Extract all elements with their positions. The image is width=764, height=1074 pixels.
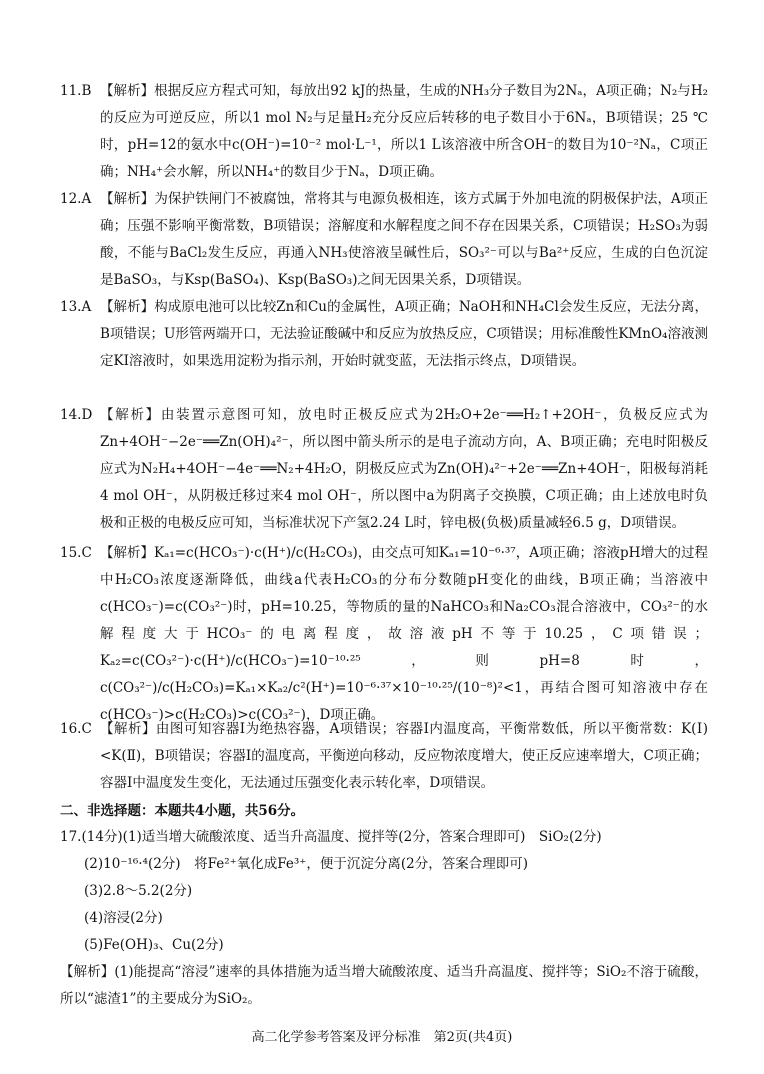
section-title: 二、非选择题：本题共4小题，共56分。 xyxy=(60,803,305,819)
answer-11 xyxy=(60,78,708,186)
answer-17-part-4: (4)溶浸(2分) xyxy=(84,910,163,926)
answer-analysis: 【解析】根据反应方程式可知，每放出92 kJ的热量，生成的NH₃分子数目为2Nₐ，A项正确；N₂与H₂的反应为可逆反应，所以1 mol N₂与足量H₂充分反应后转移的电子数目小于6Nₐ，B项错误；25 ℃时，pH=12的氨水中c(OH⁻)=10⁻² mol·L⁻¹，所以1 L该溶液中所含OH⁻的数目为10⁻²Nₐ，C项正确；NH₄⁺会水解，所以NH₄⁺的数目少于Nₐ，D项正确。 xyxy=(100,83,708,180)
question-number: 14.D xyxy=(60,407,93,423)
question-number: 13.A xyxy=(60,299,92,315)
answer-analysis: 【解析】Kₐ₁=c(HCO₃⁻)·c(H⁺)/c(H₂CO₃)，由交点可知Kₐ₁=10⁻⁶·³⁷，A项正确；溶液pH增大的过程中H₂CO₃浓度逐渐降低，曲线a代表H₂CO₃的分布分数随pH变化的曲线，B项正确；当溶液中c(HCO₃⁻)=c(CO₃²⁻)时，pH=10.25，等物质的量的NaHCO₃和Na₂CO₃混合溶液中，CO₃²⁻的水解程度大于HCO₃⁻的电离程度，故溶液pH不等于10.25，C项错误；Kₐ₂=c(CO₃²⁻)·c(H⁺)/c(HCO₃⁻)=10⁻¹⁰·²⁵，则pH=8时，c(CO₃²⁻)/c(H₂CO₃)=Kₐ₁×Kₐ₂/c²(H⁺)=10⁻⁶·³⁷×10⁻¹⁰·²⁵/(10⁻⁸)²<1，再结合图可知溶液中存在c(HCO₃⁻)>c(H₂CO₃)>c(CO₃²⁻)，D项正确。 xyxy=(100,545,708,723)
answer-analysis: 【解析】为保护铁闸门不被腐蚀，常将其与电源负极相连，该方式属于外加电流的阴极保护法，A项正确；压强不影响平衡常数，B项错误；溶解度和水解程度之间不存在因果关系，C项错误；H₂SO₃为弱酸，不能与BaCl₂发生反应，再通入NH₃使溶液呈碱性后，SO₃²⁻可以与Ba²⁺反应，生成的白色沉淀是BaSO₃，与Ksp(BaSO₄)、Ksp(BaSO₃)之间无因果关系，D项错误。 xyxy=(100,191,708,288)
answer-analysis: 【解析】由图可知容器Ⅰ为绝热容器，A项错误；容器Ⅰ内温度高，平衡常数低，所以平衡常数：K(Ⅰ)<K(Ⅱ)，B项错误；容器Ⅰ的温度高，平衡逆向移动，反应物浓度增大，使正反应速率增大，C项正确；容器Ⅰ中温度发生变化，无法通过压强变化表示转化率，D项错误。 xyxy=(100,721,708,791)
answer-17 xyxy=(60,824,708,1013)
answer-16 xyxy=(60,716,708,797)
question-number: 12.A xyxy=(60,191,92,207)
page-footer: 高二化学参考答案及评分标准 第2页(共4页) xyxy=(251,1030,513,1045)
answer-analysis: 【解析】由装置示意图可知，放电时正极反应式为2H₂O+2e⁻══H₂↑+2OH⁻，负极反应式为Zn+4OH⁻−2e⁻══Zn(OH)₄²⁻，所以图中箭头所示的是电子流动方向，A、B项正确；充电时阳极反应式为N₂H₄+4OH⁻−4e⁻══N₂+4H₂O，阴极反应式为Zn(OH)₄²⁻+2e⁻══Zn+4OH⁻，阳极每消耗4 mol OH⁻，从阴极迁移过来4 mol OH⁻，所以图中a为阴离子交换膜，C项正确；由上述放电时负极和正极的电极反应可知，当标准状况下产氢2.24 L时，锌电极(负极)质量减轻6.5 g，D项错误。 xyxy=(100,407,708,531)
answer-13 xyxy=(60,294,708,375)
answer-17-part-3: (3)2.8～5.2(2分) xyxy=(84,883,193,899)
answer-12 xyxy=(60,186,708,294)
answer-17-part-2: (2)10⁻¹⁶·⁴(2分) 将Fe²⁺氧化成Fe³⁺，便于沉淀分离(2分，答案合理即可) xyxy=(84,856,529,872)
answer-17-part-1: 17.(14分)(1)适当增大硫酸浓度、适当升高温度、搅拌等(2分，答案合理即可) SiO₂(2分) xyxy=(60,829,602,845)
answer-analysis: 【解析】构成原电池可以比较Zn和Cu的金属性，A项正确；NaOH和NH₄Cl会发生反应，无法分离，B项错误；U形管两端开口，无法验证酸碱中和反应为放热反应，C项错误；用标准酸性KMnO₄溶液测定KI溶液时，如果选用淀粉为指示剂，开始时就变蓝，无法指示终点，D项错误。 xyxy=(100,299,708,369)
question-number: 16.C xyxy=(60,721,92,737)
question-number: 15.C xyxy=(60,545,92,561)
answer-17-analysis: 【解析】(1)能提高“溶浸”速率的具体措施为适当增大硫酸浓度、适当升高温度、搅拌等；SiO₂不溶于硫酸，所以“滤渣1”的主要成分为SiO₂。 xyxy=(60,964,708,1007)
answer-15 xyxy=(60,540,708,729)
answer-14 xyxy=(60,402,708,537)
answer-17-part-5: (5)Fe(OH)₃、Cu(2分) xyxy=(84,937,224,953)
question-number: 11.B xyxy=(60,83,92,99)
